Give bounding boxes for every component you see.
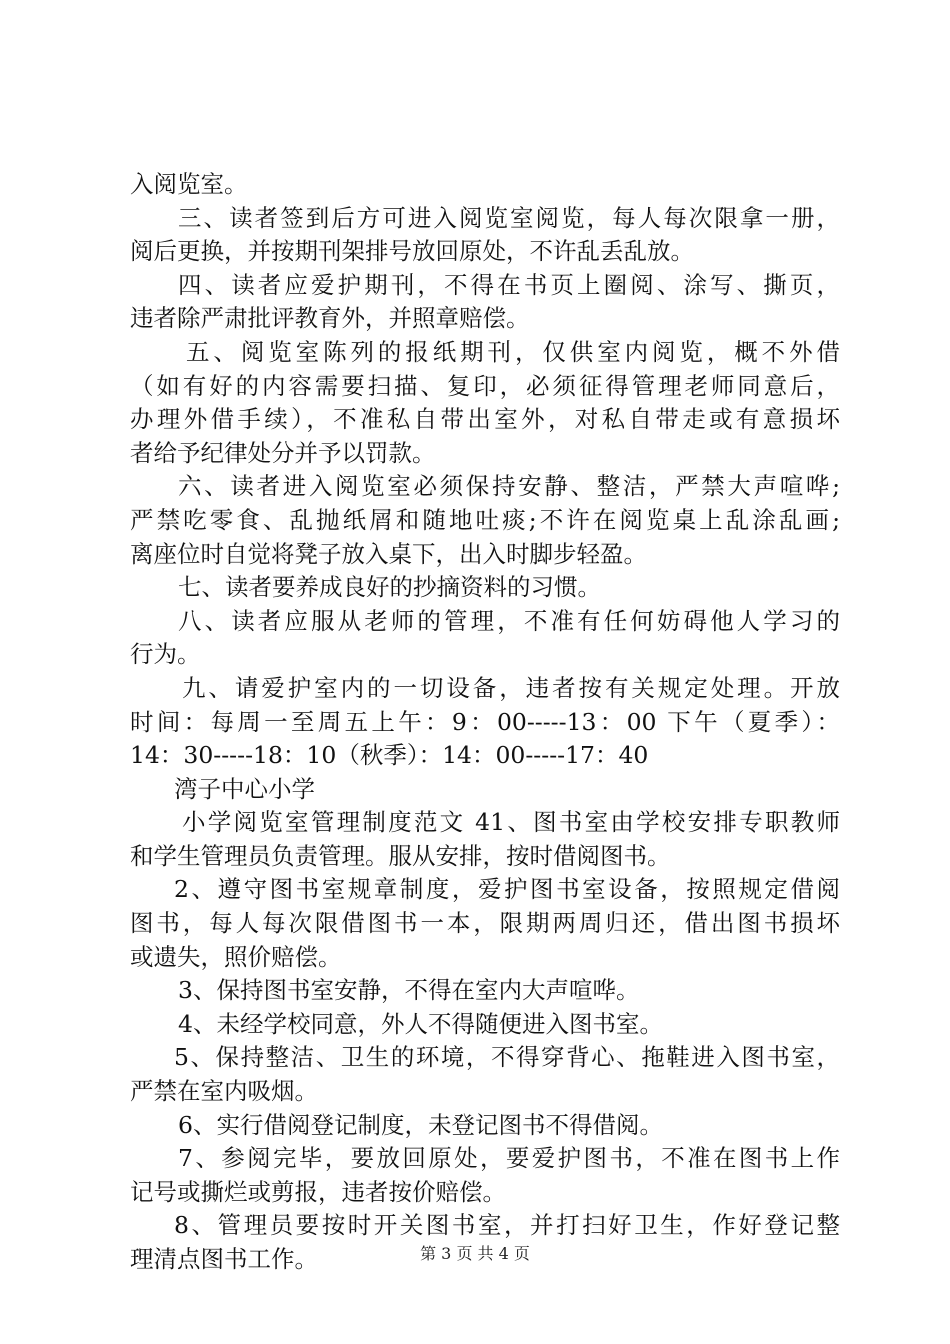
text-line: 六、读者进入阅览室必须保持安静、整洁，严禁大声喧哗;: [178, 472, 840, 501]
text-line: 离座位时自觉将凳子放入桌下，出入时脚步轻盈。: [130, 539, 647, 568]
text-line: 湾子中心小学: [174, 774, 315, 803]
text-line: 2、遵守图书室规章制度，爱护图书室设备，按照规定借阅: [174, 875, 840, 904]
text-line: 小学阅览室管理制度范文 41、图书室由学校安排专职教师: [182, 808, 840, 837]
text-line: 6、实行借阅登记制度，未登记图书不得借阅。: [178, 1110, 663, 1139]
text-line: 时间：每周一至周五上午：9：00-----13：00 下午（夏季）：: [130, 707, 840, 736]
text-line: 或遗失，照价赔偿。: [130, 942, 342, 971]
text-line: 4、未经学校同意，外人不得随便进入图书室。: [178, 1009, 663, 1038]
text-line: 图书，每人每次限借图书一本，限期两周归还，借出图书损坏: [130, 909, 840, 938]
text-line: 阅后更换，并按期刊架排号放回原处，不许乱丢乱放。: [130, 237, 694, 266]
text-line: 八、读者应服从老师的管理，不准有任何妨碍他人学习的: [178, 606, 840, 635]
text-line: 七、读者要养成良好的抄摘资料的习惯。: [178, 573, 601, 602]
text-line: 理清点图书工作。: [130, 1245, 318, 1273]
text-line: 7、参阅完毕，要放回原处，要爱护图书，不准在图书上作: [178, 1144, 840, 1173]
text-line: 五、阅览室陈列的报纸期刊，仅供室内阅览，概不外借: [186, 337, 840, 366]
text-line: 四、读者应爱护期刊，不得在书页上圈阅、涂写、撕页，: [178, 270, 840, 299]
text-line: 办理外借手续），不准私自带出室外，对私自带走或有意损坏: [130, 405, 840, 434]
text-line: 严禁吃零食、乱抛纸屑和随地吐痰;不许在阅览桌上乱涂乱画;: [130, 505, 840, 534]
document-body: [130, 168, 840, 1277]
text-line: 者给予纪律处分并予以罚款。: [130, 438, 436, 467]
text-line: 三、读者签到后方可进入阅览室阅览，每人每次限拿一册，: [178, 203, 840, 232]
text-line: 5、保持整洁、卫生的环境，不得穿背心、拖鞋进入图书室，: [174, 1043, 840, 1072]
text-line: 14：30-----18：10（秋季）：14：00-----17：40: [130, 741, 649, 770]
text-line: 和学生管理员负责管理。服从安排，按时借阅图书。: [130, 841, 671, 870]
text-line: 记号或撕烂或剪报，违者按价赔偿。: [130, 1177, 506, 1206]
text-line: 行为。: [130, 640, 201, 669]
text-line: 8、管理员要按时开关图书室，并打扫好卫生，作好登记整: [174, 1211, 840, 1240]
text-line: 3、保持图书室安静，不得在室内大声喧哗。: [178, 976, 640, 1005]
text-line: 入阅览室。: [130, 170, 248, 198]
text-line: 九、请爱护室内的一切设备，违者按有关规定处理。开放: [182, 673, 840, 702]
page-footer: 第 3 页 共 4 页: [420, 1244, 530, 1263]
text-line: （如有好的内容需要扫描、复印，必须征得管理老师同意后，: [130, 371, 840, 400]
text-line: 违者除严肃批评教育外，并照章赔偿。: [130, 304, 530, 333]
text-line: 严禁在室内吸烟。: [130, 1077, 318, 1106]
